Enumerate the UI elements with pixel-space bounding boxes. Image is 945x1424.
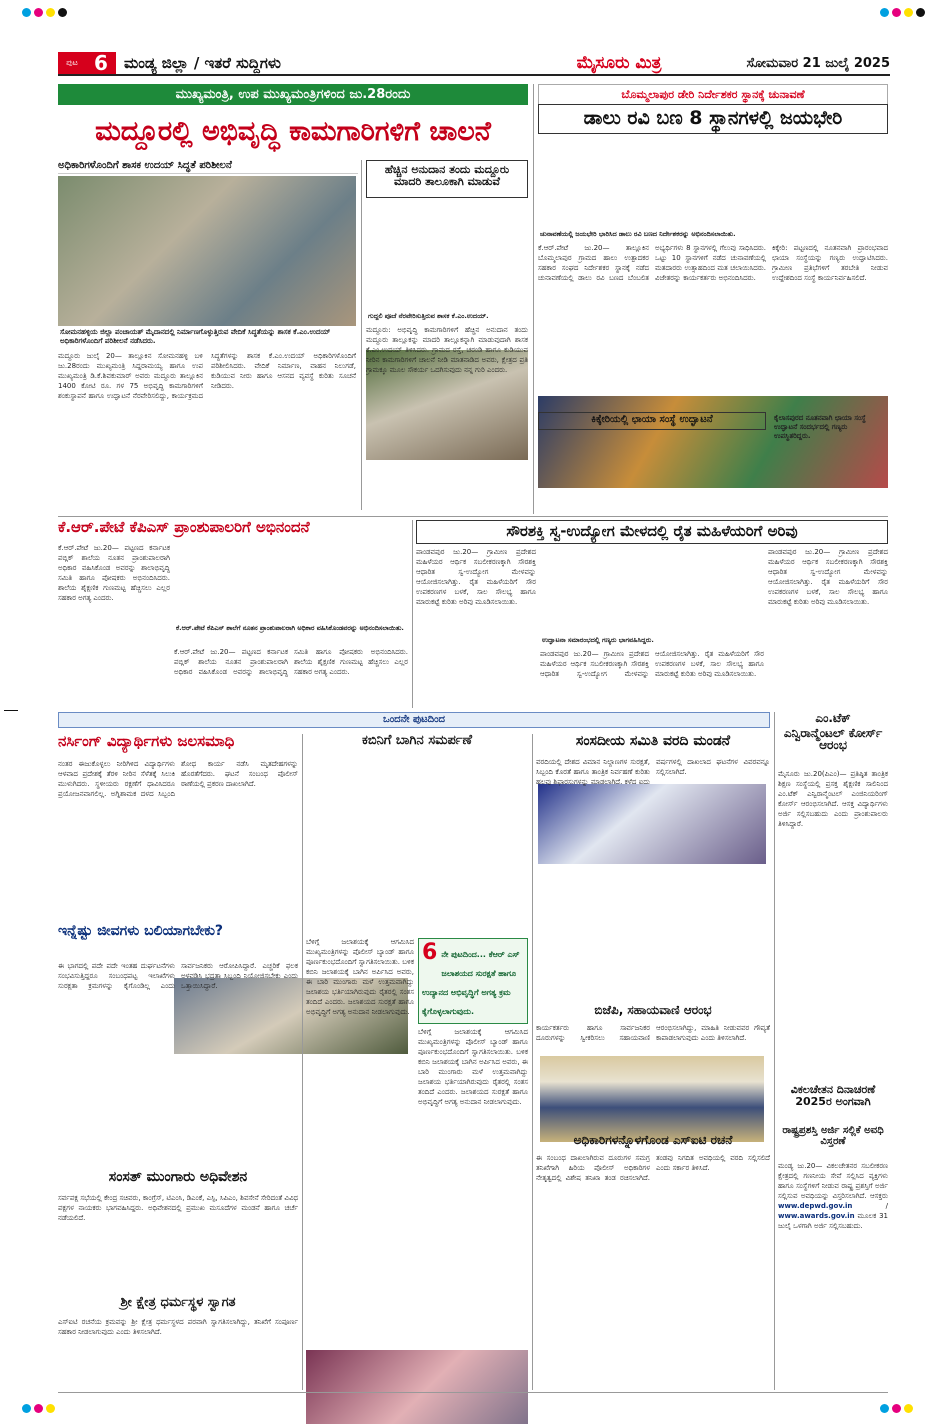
lead-sub-wrap <box>58 158 358 174</box>
crop-mark <box>4 710 18 711</box>
story3-caption-wrap <box>538 228 888 242</box>
awards-link[interactable]: www.awards.gov.in <box>778 1211 855 1220</box>
story7-body <box>58 760 298 922</box>
story8-headline-wrap <box>58 924 298 960</box>
story5-body <box>58 544 170 704</box>
page-number: 6 <box>86 52 116 74</box>
story14-headline: ಅಧಿಕಾರಿಗಳನ್ನೊಳಗೊಂಡ ಎಸ್ಐಟಿ ರಚನೆ <box>573 1134 733 1147</box>
story4-side-caption-wrap <box>772 412 888 512</box>
story6-headline-box <box>416 520 888 544</box>
story6-body-text-cont: ಪಾಂಡವಪುರ ಜು.20— ಗ್ರಾಮೀಣ ಪ್ರದೇಶದ ಮಹಿಳೆಯರ ಆರ್ಥಿಕ ಸಬಲೀಕರಣಕ್ಕಾಗಿ ಸೌರಶಕ್ತಿ ಆಧಾರಿತ ಸ್ವ-ಉದ್ಯೋಗ ಮೇಳವನ್ನು ಆಯೋಜಿಸಲಾಗಿತ್ತು. ರೈತ ಮಹಿಳೆಯರಿಗೆ ಸೌರ ಉಪಕರಣಗಳ ಬಳಕೆ, ಸಾಲ ಸೌಲಭ್ಯ ಹಾಗೂ ಮಾರುಕಟ್ಟೆ ಕುರಿತು ಅರಿವು ಮೂಡಿಸಲಾಯಿತು. <box>540 650 764 678</box>
lead-body-text: ಮದ್ದೂರು ಜುಲೈ 20— ತಾಲ್ಲೂಕಿನ ಸೋಮನಹಳ್ಳಿ ಬಳಿ ಜು.28ರಂದು ಮುಖ್ಯಮಂತ್ರಿ ಸಿದ್ದರಾಮಯ್ಯ ಹಾಗೂ ಉಪ ಮುಖ್ಯಮಂತ್ರಿ ಡಿ.ಕೆ.ಶಿವಕುಮಾರ್ ಅವರು ಮದ್ದೂರು ತಾಲ್ಲೂಕಿನ 1400 ಕೋಟಿ ರೂ. ಗಳ 75 ಅಭಿವೃದ್ಧಿ ಕಾಮಗಾರಿಗಳಿಗೆ ಶಂಕುಸ್ಥಾಪನೆ ಹಾಗೂ ಉದ್ಘಾಟನೆ ನೆರವೇರಿಸಲಿದ್ದು, ಕಾರ್ಯಕ್ರಮದ ಸಿದ್ಧತೆಗಳನ್ನು ಶಾಸಕ ಕೆ.ಎಂ.ಉದಯ್ ಅಧಿಕಾರಿಗಳೊಂದಿಗೆ ಪರಿಶೀಲಿಸಿದರು. ವೇದಿಕೆ ನಿರ್ಮಾಣ, ವಾಹನ ನಿಲುಗಡೆ, ಕುಡಿಯುವ ನೀರು ಹಾಗೂ ಆಸನದ ವ್ಯವಸ್ಥೆ ಕುರಿತು ಸೂಚನೆ ನೀಡಿದರು. <box>58 352 356 400</box>
story4-body-text: ಕಿಕ್ಕೇರಿ: ಪಟ್ಟಣದಲ್ಲಿ ನೂತನವಾಗಿ ಪ್ರಾರಂಭವಾದ ಛಾಯಾ ಸಂಸ್ಥೆಯನ್ನು ಗಣ್ಯರು ಉದ್ಘಾಟಿಸಿದರು. ಗ್ರಾಮೀಣ ಪ್ರತಿಭೆಗಳಿಗೆ ತರಬೇತಿ ನೀಡುವ ಉದ್ದೇಶದಿಂದ ಸಂಸ್ಥೆ ಕಾರ್ಯನಿರ್ವಹಿಸಲಿದೆ. <box>772 244 888 282</box>
registration-mark <box>880 8 889 17</box>
story13-body-text: ಕಾರ್ಯಕರ್ತರು ಹಾಗೂ ಸಾರ್ವಜನಿಕರ ದೂರುಗಳನ್ನು ಸ್ವೀಕರಿಸಲು ಸಹಾಯವಾಣಿ ಆರಂಭಿಸಲಾಗಿದ್ದು, ಮಾಹಿತಿ ನೀಡುವವರ ಗೌಪ್ಯತೆ ಕಾಪಾಡಲಾಗುವುದು ಎಂದು ತಿಳಿಸಲಾಗಿದೆ. <box>536 1024 770 1042</box>
registration-mark <box>46 8 55 17</box>
story6-body-text-right: ಪಾಂಡವಪುರ ಜು.20— ಗ್ರಾಮೀಣ ಪ್ರದೇಶದ ಮಹಿಳೆಯರ ಆರ್ಥಿಕ ಸಬಲೀಕರಣಕ್ಕಾಗಿ ಸೌರಶಕ್ತಿ ಆಧಾರಿತ ಸ್ವ-ಉದ್ಯೋಗ ಮೇಳವನ್ನು ಆಯೋಜಿಸಲಾಗಿತ್ತು. ರೈತ ಮಹಿಳೆಯರಿಗೆ ಸೌರ ಉಪಕರಣಗಳ ಬಳಕೆ, ಸಾಲ ಸೌಲಭ್ಯ ಹಾಗೂ ಮಾರುಕಟ್ಟೆ ಕುರಿತು ಅರಿವು ಮೂಡಿಸಲಾಯಿತು. <box>768 548 888 606</box>
story5-body-text-cont: ಕೆ.ಆರ್.ಪೇಟೆ ಜು.20— ಪಟ್ಟಣದ ಕರ್ನಾಟಕ ಪಬ್ಲಿಕ್ ಶಾಲೆಯ ನೂತನ ಪ್ರಾಂಶುಪಾಲರಾಗಿ ಅಧಿಕಾರ ವಹಿಸಿಕೊಂಡ ಅವರನ್ನು ಶಾಲಾಭಿವೃದ್ಧಿ ಸಮಿತಿ ಹಾಗೂ ಪೋಷಕರು ಅಭಿನಂದಿಸಿದರು. ಶಾಲೆಯ ಶೈಕ್ಷಣಿಕ ಗುಣಮಟ್ಟ ಹೆಚ್ಚಿಸಲು ಎಲ್ಲರ ಸಹಕಾರ ಅಗತ್ಯ ಎಂದರು. <box>174 648 408 676</box>
story10-headline: ಶ್ರೀ ಕ್ಷೇತ್ರ ಧರ್ಮಸ್ಥಳ ಸ್ವಾಗತ <box>120 1296 236 1310</box>
story6-caption-wrap <box>540 634 764 648</box>
story11-infobox <box>418 938 528 1024</box>
story8-body-text: ಈ ಭಾಗದಲ್ಲಿ ಪದೇ ಪದೇ ಇಂತಹ ದುರ್ಘಟನೆಗಳು ಸಂಭವಿಸುತ್ತಿದ್ದರೂ ಸಂಬಂಧಪಟ್ಟ ಇಲಾಖೆಗಳು ಸುರಕ್ಷತಾ ಕ್ರಮಗಳನ್ನು ಕೈಗೊಂಡಿಲ್ಲ ಎಂದು ಸಾರ್ವಜನಿಕರು ಆರೋಪಿಸಿದ್ದಾರೆ. ಎಚ್ಚರಿಕೆ ಫಲಕ ಅಳವಡಿಸಿ ಭದ್ರತಾ ಸಿಬ್ಬಂದಿ ನಿಯೋಜಿಸಬೇಕು ಎಂದು ಒತ್ತಾಯಿಸಿದ್ದಾರೆ. <box>58 962 298 990</box>
story5-photo-caption: ಕೆ.ಆರ್.ಪೇಟೆ ಕೆಪಿಎಸ್ ಶಾಲೆಗೆ ನೂತನ ಪ್ರಾಂಶುಪಾಲರಾಗಿ ಅಧಿಕಾರ ವಹಿಸಿಕೊಂಡವರನ್ನು ಅಭಿನಂದಿಸಲಾಯಿತು. <box>176 624 404 632</box>
story9-body-text: ಸರ್ವಪಕ್ಷ ಸಭೆಯಲ್ಲಿ ಕೇಂದ್ರ ಸಚಿವರು, ಕಾಂಗ್ರೆಸ್, ಟಿಎಂಸಿ, ಡಿಎಂಕೆ, ಎಸ್ಪಿ, ಸಿಪಿಎಂ, ಶಿವಸೇನೆ ಸೇರಿದಂತೆ ವಿವಿಧ ಪಕ್ಷಗಳ ನಾಯಕರು ಭಾಗವಹಿಸಿದ್ದರು. ಅಧಿವೇಶನದಲ್ಲಿ ಪ್ರಮುಖ ಮಸೂದೆಗಳ ಮಂಡನೆ ಹಾಗೂ ಚರ್ಚೆ ನಡೆಯಲಿದೆ. <box>58 1194 298 1222</box>
registration-mark <box>58 8 67 17</box>
story11-body-text: ಬೆಳಿಗ್ಗೆ ಜಲಾಶಯಕ್ಕೆ ಆಗಮಿಸಿದ ಮುಖ್ಯಮಂತ್ರಿಗಳನ್ನು ಪೊಲೀಸ್ ಬ್ಯಾಂಡ್ ಹಾಗೂ ಪೂರ್ಣಕುಂಭದೊಂದಿಗೆ ಸ್ವಾಗತಿಸಲಾಯಿತು. ಬಳಿಕ ಕಬಿನಿ ಜಲಾಶಯಕ್ಕೆ ಬಾಗಿನ ಅರ್ಪಿಸಿದ ಅವರು, ಈ ಬಾರಿ ಮುಂಗಾರು ಮಳೆ ಉತ್ತಮವಾಗಿದ್ದು ಜಲಾಶಯ ಭರ್ತಿಯಾಗಿರುವುದು ರೈತರಲ್ಲಿ ಸಂತಸ ತಂದಿದೆ ಎಂದರು. ಜಲಾಶಯದ ಸುರಕ್ಷತೆ ಹಾಗೂ ಅಭಿವೃದ್ಧಿಗೆ ಅಗತ್ಯ ಅನುದಾನ ನೀಡಲಾಗುವುದು. <box>306 938 414 1016</box>
issue-date: ಸೋಮವಾರ 21 ಜುಲೈ 2025 <box>746 55 890 71</box>
registration-mark <box>880 1404 889 1413</box>
story6-headline: ಸೌರಶಕ್ತಿ ಸ್ವ-ಉದ್ಯೋಗ ಮೇಳದಲ್ಲಿ ರೈತ ಮಹಿಳೆಯರಿಗೆ ಅರಿವು <box>506 522 798 540</box>
story6-body-cont <box>540 650 764 708</box>
story13-headline-wrap <box>536 1004 770 1022</box>
story11-headline: ಕಬಿನಿಗೆ ಬಾಗಿನ ಸಮರ್ಪಣೆ <box>361 734 473 748</box>
story3-kicker-wrap <box>538 84 888 104</box>
story4-headline: ಕಿಕ್ಕೇರಿಯಲ್ಲಿ ಛಾಯಾ ಸಂಸ್ಥೆ ಉದ್ಘಾಟನೆ <box>591 414 713 425</box>
story5-body-cont <box>174 648 408 706</box>
story16-body-tail: ಮೂಲಕ 31 ಜುಲೈ ಒಳಗಾಗಿ ಅರ್ಜಿ ಸಲ್ಲಿಸಬಹುದು. <box>778 1211 888 1230</box>
story5-headline-wrap <box>58 520 408 542</box>
story16-head <box>778 1084 888 1124</box>
story7-headline-wrap <box>58 734 298 758</box>
story9-headline-wrap <box>58 1170 298 1192</box>
story14-body-text: ಈ ಸಂಬಂಧ ದಾಖಲಾಗಿರುವ ದೂರುಗಳ ಸಮಗ್ರ ತನಿಖೆಗಾಗಿ ಹಿರಿಯ ಪೊಲೀಸ್ ಅಧಿಕಾರಿಗಳ ನೇತೃತ್ವದಲ್ಲಿ ವಿಶೇಷ ತನಿಖಾ ತಂಡ ರಚಿಸಲಾಗಿದೆ. ತಂಡವು ನಿಗದಿತ ಅವಧಿಯಲ್ಲಿ ವರದಿ ಸಲ್ಲಿಸಲಿದೆ ಎಂದು ಸರ್ಕಾರ ತಿಳಿಸಿದೆ. <box>536 1154 770 1182</box>
footer-rule <box>58 1392 888 1393</box>
story9-body <box>58 1194 298 1294</box>
story14-body <box>536 1154 770 1388</box>
story11-body <box>306 938 414 1388</box>
lead-photo-caption: ಸೋಮನಹಳ್ಳಿಯ ಜಿಲ್ಲಾ ಪಂಚಾಯತ್ ಮೈದಾನದಲ್ಲಿ ನಿರ್ಮಾಣಗೊಳ್ಳುತ್ತಿರುವ ವೇದಿಕೆ ಸಿದ್ಧತೆಯನ್ನು ಶಾಸಕ ಕೆ.ಎಂ.ಉದಯ್ ಅಧಿಕಾರಿಗಳೊಂದಿಗೆ ಪರಿಶೀಲನೆ ನಡೆಸಿದರು. <box>60 328 331 346</box>
depwd-link[interactable]: www.depwd.gov.in <box>778 1201 853 1210</box>
story5-body-text: ಕೆ.ಆರ್.ಪೇಟೆ ಜು.20— ಪಟ್ಟಣದ ಕರ್ನಾಟಕ ಪಬ್ಲಿಕ್ ಶಾಲೆಯ ನೂತನ ಪ್ರಾಂಶುಪಾಲರಾಗಿ ಅಧಿಕಾರ ವಹಿಸಿಕೊಂಡ ಅವರನ್ನು ಶಾಲಾಭಿವೃದ್ಧಿ ಸಮಿತಿ ಹಾಗೂ ಪೋಷಕರು ಅಭಿನಂದಿಸಿದರು. ಶಾಲೆಯ ಶೈಕ್ಷಣಿಕ ಗುಣಮಟ್ಟ ಹೆಚ್ಚಿಸಲು ಎಲ್ಲರ ಸಹಕಾರ ಅಗತ್ಯ ಎಂದರು. <box>58 544 170 602</box>
masthead <box>58 52 890 76</box>
lead-subheading: ಅಧಿಕಾರಿಗಳೊಂದಿಗೆ ಶಾಸಕ ಉದಯ್ ಸಿದ್ಧತೆ ಪರಿಶೀಲನೆ <box>58 158 358 174</box>
row-divider <box>58 516 888 517</box>
story3-headline: ಡಾಲು ರವಿ ಬಣ 8 ಸ್ಥಾನಗಳಲ್ಲಿ ಜಯಭೇರಿ <box>583 107 843 129</box>
story11-body-text-cont: ಬೆಳಿಗ್ಗೆ ಜಲಾಶಯಕ್ಕೆ ಆಗಮಿಸಿದ ಮುಖ್ಯಮಂತ್ರಿಗಳನ್ನು ಪೊಲೀಸ್ ಬ್ಯಾಂಡ್ ಹಾಗೂ ಪೂರ್ಣಕುಂಭದೊಂದಿಗೆ ಸ್ವಾಗತಿಸಲಾಯಿತು. ಬಳಿಕ ಕಬಿನಿ ಜಲಾಶಯಕ್ಕೆ ಬಾಗಿನ ಅರ್ಪಿಸಿದ ಅವರು, ಈ ಬಾರಿ ಮುಂಗಾರು ಮಳೆ ಉತ್ತಮವಾಗಿದ್ದು ಜಲಾಶಯ ಭರ್ತಿಯಾಗಿರುವುದು ರೈತರಲ್ಲಿ ಸಂತಸ ತಂದಿದೆ ಎಂದರು. ಜಲಾಶಯದ ಸುರಕ್ಷತೆ ಹಾಗೂ ಅಭಿವೃದ್ಧಿಗೆ ಅಗತ್ಯ ಅನುದಾನ ನೀಡಲಾಗುವುದು. <box>418 1028 528 1106</box>
lead-headline-wrap <box>58 112 528 156</box>
story15-kicker: ಎಂ.ಟೆಕ್ <box>815 712 851 725</box>
story6-body-text: ಪಾಂಡವಪುರ ಜು.20— ಗ್ರಾಮೀಣ ಪ್ರದೇಶದ ಮಹಿಳೆಯರ ಆರ್ಥಿಕ ಸಬಲೀಕರಣಕ್ಕಾಗಿ ಸೌರಶಕ್ತಿ ಆಧಾರಿತ ಸ್ವ-ಉದ್ಯೋಗ ಮೇಳವನ್ನು ಆಯೋಜಿಸಲಾಗಿತ್ತು. ರೈತ ಮಹಿಳೆಯರಿಗೆ ಸೌರ ಉಪಕರಣಗಳ ಬಳಕೆ, ಸಾಲ ಸೌಲಭ್ಯ ಹಾಗೂ ಮಾರುಕಟ್ಟೆ ಕುರಿತು ಅರಿವು ಮೂಡಿಸಲಾಯಿತು. <box>416 548 536 606</box>
registration-mark <box>22 1404 31 1413</box>
story7-headline: ನರ್ಸಿಂಗ್ ವಿದ್ಯಾರ್ಥಿಗಳು ಜಲಸಮಾಧಿ <box>58 734 235 750</box>
lead-body <box>58 352 356 512</box>
story10-body <box>58 1318 298 1388</box>
story8-headline: ಇನ್ನೆಷ್ಟು ಜೀವಗಳು ಬಲಿಯಾಗಬೇಕು? <box>58 924 224 939</box>
registration-mark <box>904 1404 913 1413</box>
lead-photo <box>58 176 356 326</box>
story16-headline: ವಿಕಲಚೇತನ ದಿನಾಚರಣೆ 2025ರ ಅಂಗವಾಗಿ <box>790 1084 876 1108</box>
story12-headline: ಸಂಸದೀಯ ಸಮಿತಿ ವರದಿ ಮಂಡನೆ <box>575 734 731 749</box>
story3-body <box>538 244 766 410</box>
brand-logo: ಮೈಸೂರು ಮಿತ್ರ <box>576 53 662 73</box>
story12-headline-wrap <box>536 734 770 756</box>
column-divider <box>361 160 362 510</box>
story12-body-text: ವರದಿಯಲ್ಲಿ ದೇಶದ ವಿಮಾನ ನಿಲ್ದಾಣಗಳ ಸುರಕ್ಷತೆ, ಸಿಬ್ಬಂದಿ ಕೊರತೆ ಹಾಗೂ ತಾಂತ್ರಿಕ ನಿರ್ವಹಣೆ ಕುರಿತು ಹಲವು ಶಿಫಾರಸುಗಳನ್ನು ಮಾಡಲಾಗಿದೆ. ಕಳೆದ ಐದು ವರ್ಷಗಳಲ್ಲಿ ದಾಖಲಾದ ಘಟನೆಗಳ ವಿವರವನ್ನೂ ಸಲ್ಲಿಸಲಾಗಿದೆ. <box>536 758 770 786</box>
story15-body <box>778 770 888 1082</box>
story16-subhead-wrap <box>778 1126 888 1160</box>
registration-mark <box>904 8 913 17</box>
story6-body-right <box>768 548 888 708</box>
story3-headline-box <box>538 104 888 134</box>
story2-headline: ಹೆಚ್ಚಿನ ಅನುದಾನ ತಂದು ಮದ್ದೂರು ಮಾದರಿ ತಾಲೂಕಾಗಿ ಮಾಡುವೆ <box>384 163 510 188</box>
story10-headline-wrap <box>58 1296 298 1316</box>
story9-headline: ಸಂಸತ್ ಮುಂಗಾರು ಅಧಿವೇಶನ <box>108 1170 248 1185</box>
story3-kicker: ಬೊಮ್ಮಲಾಪುರ ಡೇರಿ ನಿರ್ದೇಶಕರ ಸ್ಥಾನಕ್ಕೆ ಚುನಾವಣೆ <box>538 84 888 104</box>
continued-band: ಒಂದನೇ ಪುಟದಿಂದ <box>58 712 770 728</box>
story5-headline: ಕೆ.ಆರ್.ಪೇಟೆ ಕೆಪಿಎಸ್ ಪ್ರಾಂಶುಪಾಲರಿಗೆ ಅಭಿನಂದನೆ <box>58 520 310 536</box>
story8-body <box>58 962 298 1168</box>
infobox-number: 6 <box>422 940 438 965</box>
story7-body-text: ನಂತರ ಈಜುಕೊಳ್ಳಲು ನೀರಿಗಿಳಿದ ವಿದ್ಯಾರ್ಥಿಗಳು ಆಳವಾದ ಪ್ರದೇಶಕ್ಕೆ ತೆರಳಿ ನೀರಿನ ಸೆಳೆತಕ್ಕೆ ಸಿಲುಕಿ ಮುಳುಗಿದರು. ಸ್ಥಳೀಯರು ರಕ್ಷಣೆಗೆ ಧಾವಿಸಿದರೂ ಪ್ರಯೋಜನವಾಗಲಿಲ್ಲ. ಅಗ್ನಿಶಾಮಕ ದಳದ ಸಿಬ್ಬಂದಿ ಶೋಧ ಕಾರ್ಯ ನಡೆಸಿ ಮೃತದೇಹಗಳನ್ನು ಹೊರತೆಗೆದರು. ಘಟನೆ ಸಂಬಂಧ ಪೊಲೀಸ್ ಠಾಣೆಯಲ್ಲಿ ಪ್ರಕರಣ ದಾಖಲಾಗಿದೆ. <box>58 760 298 798</box>
section-title: ಮಂಡ್ಯ ಜಿಲ್ಲಾ / ಇತರೆ ಸುದ್ದಿಗಳು <box>124 54 281 72</box>
story6-body <box>416 548 536 708</box>
column-divider <box>302 734 303 1390</box>
story12-body <box>536 758 770 1002</box>
story13-body <box>536 1024 770 1132</box>
column-divider <box>774 712 775 1390</box>
story15-headline: ಎನ್ವಿರಾನ್ಮೆಂಟಲ್ ಕೋರ್ಸ್ ಆರಂಭ <box>783 725 883 753</box>
story11-headline-wrap <box>306 734 528 754</box>
lead-caption-wrap <box>58 326 356 350</box>
story4-headline-box <box>538 412 766 430</box>
registration-mark <box>46 1404 55 1413</box>
registration-mark <box>916 8 925 17</box>
story6-photo-caption: ಉದ್ಘಾಟನಾ ಸಮಾರಂಭದಲ್ಲಿ ಗಣ್ಯರು ಭಾಗವಹಿಸಿದ್ದರು. <box>542 636 654 644</box>
story5-caption-wrap <box>174 622 408 646</box>
story3-photo-caption: ಚುನಾವಣೆಯಲ್ಲಿ ಜಯಭೇರಿ ಭಾರಿಸಿದ ಡಾಲು ರವಿ ಬಣದ ನಿರ್ದೇಶಕರನ್ನು ಅಭಿನಂದಿಸಲಾಯಿತು. <box>540 230 736 238</box>
story4-body <box>772 244 888 404</box>
column-divider <box>532 734 533 1390</box>
story16-body <box>778 1162 888 1388</box>
lead-kicker: ಮುಖ್ಯಮಂತ್ರಿ, ಉಪ ಮುಖ್ಯಮಂತ್ರಿಗಳಿಂದ ಜು.28ರಂದು <box>58 84 528 105</box>
story14-headline-wrap <box>536 1134 770 1152</box>
infobox-text: ನೇ ಪುಟದಿಂದ... ಕೆಆರ್ ಎಸ್ ಜಲಾಶಯದ ಸುರಕ್ಷತೆ ಹಾಗೂ ಉದ್ಯಾನದ ಅಭಿವೃದ್ಧಿಗೆ ಅಗತ್ಯ ಕ್ರಮ ಕೈಗೊಳ್ಳಲಾಗುವುದು. <box>422 950 520 1016</box>
page-label: ಪುಟ <box>58 52 86 74</box>
story3-body-text: ಕೆ.ಆರ್.ಪೇಟೆ ಜು.20— ತಾಲ್ಲೂಕಿನ ಬೊಮ್ಮಲಾಪುರ ಗ್ರಾಮದ ಹಾಲು ಉತ್ಪಾದಕರ ಸಹಕಾರ ಸಂಘದ ನಿರ್ದೇಶಕರ ಸ್ಥಾನಕ್ಕೆ ನಡೆದ ಚುನಾವಣೆಯಲ್ಲಿ ಡಾಲು ರವಿ ಬಣದ ಬೆಂಬಲಿತ ಅಭ್ಯರ್ಥಿಗಳು 8 ಸ್ಥಾನಗಳಲ್ಲಿ ಗೆಲುವು ಸಾಧಿಸಿದರು. ಒಟ್ಟು 10 ಸ್ಥಾನಗಳಿಗೆ ನಡೆದ ಚುನಾವಣೆಯಲ್ಲಿ ಮತದಾರರು ಉತ್ಸಾಹದಿಂದ ಮತ ಚಲಾಯಿಸಿದರು. ವಿಜೇತರನ್ನು ಕಾರ್ಯಕರ್ತರು ಅಭಿನಂದಿಸಿದರು. <box>538 244 766 282</box>
story2-headline-box <box>366 160 528 198</box>
story15-body-text: ಮೈಸೂರು ಜು.20(ಪಿಎಂ)— ಪ್ರತಿಷ್ಠಿತ ತಾಂತ್ರಿಕ ಶಿಕ್ಷಣ ಸಂಸ್ಥೆಯಲ್ಲಿ ಪ್ರಸಕ್ತ ಶೈಕ್ಷಣಿಕ ಸಾಲಿನಿಂದ ಎಂ.ಟೆಕ್ ಎನ್ವಿರಾನ್ಮೆಂಟಲ್ ಎಂಜಿನಿಯರಿಂಗ್ ಕೋರ್ಸ್ ಆರಂಭಿಸಲಾಗಿದೆ. ಆಸಕ್ತ ವಿದ್ಯಾರ್ಥಿಗಳು ಅರ್ಜಿ ಸಲ್ಲಿಸಬಹುದು ಎಂದು ಪ್ರಾಂಶುಪಾಲರು ತಿಳಿಸಿದ್ದಾರೆ. <box>778 770 888 828</box>
story2-body-text: ಮದ್ದೂರು: ಅಭಿವೃದ್ಧಿ ಕಾಮಗಾರಿಗಳಿಗೆ ಹೆಚ್ಚಿನ ಅನುದಾನ ತಂದು ಮದ್ದೂರು ತಾಲ್ಲೂಕನ್ನು ಮಾದರಿ ತಾಲ್ಲೂಕನ್ನಾಗಿ ಮಾಡುವುದಾಗಿ ಶಾಸಕ ಕೆ.ಎಂ.ಉದಯ್ ತಿಳಿಸಿದರು. ಗ್ರಾಮದ ರಸ್ತೆ, ಚರಂಡಿ ಹಾಗೂ ಕುಡಿಯುವ ನೀರಿನ ಕಾಮಗಾರಿಗಳಿಗೆ ಚಾಲನೆ ನೀಡಿ ಮಾತನಾಡಿದ ಅವರು, ಕ್ಷೇತ್ರದ ಪ್ರತಿ ಗ್ರಾಮಕ್ಕೂ ಮೂಲ ಸೌಕರ್ಯ ಒದಗಿಸುವುದು ನನ್ನ ಗುರಿ ಎಂದರು. <box>366 326 528 374</box>
story2-body <box>366 326 528 512</box>
story16-body-lead: ಮಂಡ್ಯ ಜು.20— ವಿಕಲಚೇತನರ ಸಬಲೀಕರಣ ಕ್ಷೇತ್ರದಲ್ಲಿ ಗಣನೀಯ ಸೇವೆ ಸಲ್ಲಿಸಿದ ವ್ಯಕ್ತಿಗಳು ಹಾಗೂ ಸಂಸ್ಥೆಗಳಿಗೆ ನೀಡುವ ರಾಷ್ಟ್ರ ಪ್ರಶಸ್ತಿಗೆ ಅರ್ಜಿ ಸಲ್ಲಿಸುವ ಅವಧಿಯನ್ನು ವಿಸ್ತರಿಸಲಾಗಿದೆ. ಆಸಕ್ತರು <box>778 1162 888 1200</box>
story16-subhead: ರಾಷ್ಟ್ರಪ್ರಶಸ್ತಿ ಅರ್ಜಿ ಸಲ್ಲಿಕೆ ಅವಧಿ ವಿಸ್ತರಣೆ <box>782 1126 884 1147</box>
registration-mark <box>34 1404 43 1413</box>
registration-mark <box>892 8 901 17</box>
registration-mark <box>22 8 31 17</box>
story13-headline: ಬಿಜೆಪಿ, ಸಹಾಯವಾಣಿ ಆರಂಭ <box>594 1004 712 1017</box>
story15-head <box>778 712 888 768</box>
story10-body-text: ಎಸ್ಐಟಿ ರಚನೆಯ ಕ್ರಮವನ್ನು ಶ್ರೀ ಕ್ಷೇತ್ರ ಧರ್ಮಸ್ಥಳದ ಪರವಾಗಿ ಸ್ವಾಗತಿಸಲಾಗಿದ್ದು, ತನಿಖೆಗೆ ಸಂಪೂರ್ಣ ಸಹಕಾರ ನೀಡಲಾಗುವುದು ಎಂದು ತಿಳಿಸಲಾಗಿದೆ. <box>58 1318 298 1336</box>
registration-mark <box>34 8 43 17</box>
column-divider <box>412 520 413 708</box>
lead-headline: ಮದ್ದೂರಲ್ಲಿ ಅಭಿವೃದ್ಧಿ ಕಾಮಗಾರಿಗಳಿಗೆ ಚಾಲನೆ <box>95 116 491 147</box>
registration-mark <box>892 1404 901 1413</box>
story2-photo-caption: ಗುದ್ದಲಿ ಪೂಜೆ ನೆರವೇರಿಸುತ್ತಿರುವ ಶಾಸಕ ಕೆ.ಎಂ.ಉದಯ್. <box>368 312 489 320</box>
column-divider <box>533 84 534 514</box>
story16-body-text: ಮಂಡ್ಯ ಜು.20— ವಿಕಲಚೇತನರ ಸಬಲೀಕರಣ ಕ್ಷೇತ್ರದಲ್ಲಿ ಗಣನೀಯ ಸೇವೆ ಸಲ್ಲಿಸಿದ ವ್ಯಕ್ತಿಗಳು ಹಾಗೂ ಸಂಸ್ಥೆಗಳಿಗೆ ನೀಡುವ ರಾಷ್ಟ್ರ ಪ್ರಶಸ್ತಿಗೆ ಅರ್ಜಿ ಸಲ್ಲಿಸುವ ಅವಧಿಯನ್ನು ವಿಸ್ತರಿಸಲಾಗಿದೆ. ಆಸಕ್ತರು www.depwd.gov.in / www.awards.gov.in ಮೂಲಕ 31 ಜುಲೈ ಒಳಗಾಗಿ ಅರ್ಜಿ ಸಲ್ಲಿಸಬಹುದು. <box>778 1162 888 1230</box>
story11-body-cont <box>418 1028 528 1388</box>
story4-side-caption: ಕೈಲಾಸಪುರದ ನೂತನವಾಗಿ ಛಾಯಾ ಸಂಸ್ಥೆ ಉದ್ಘಾಟನೆ ಸಂದರ್ಭದಲ್ಲಿ ಗಣ್ಯರು ಉಪಸ್ಥಿತರಿದ್ದರು. <box>774 414 866 441</box>
story2-caption-wrap <box>366 310 528 324</box>
